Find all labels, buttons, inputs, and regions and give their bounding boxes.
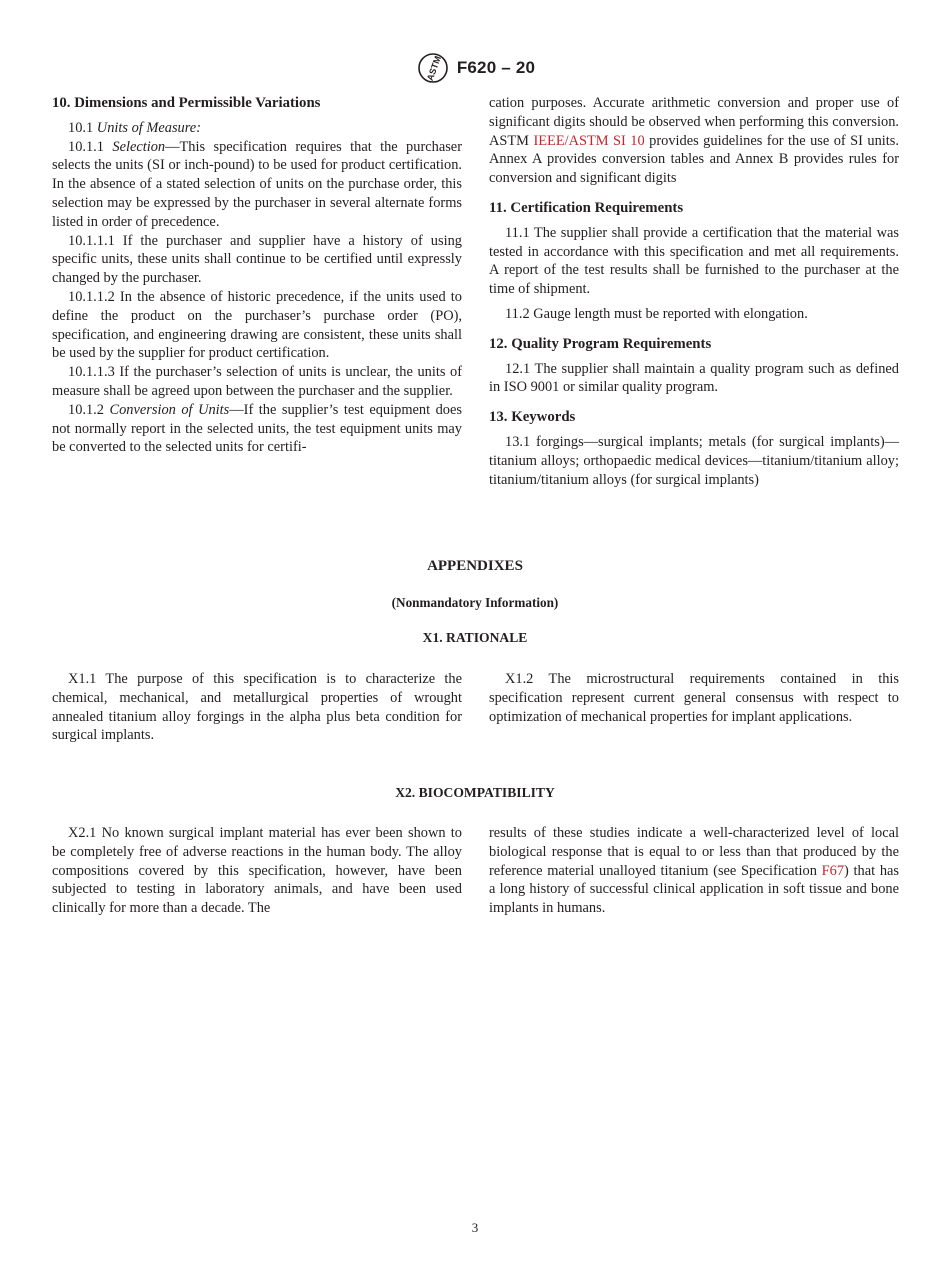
paragraph-11-2: 11.2 Gauge length must be reported with elongation. xyxy=(505,305,808,322)
section-13-heading: 13. Keywords xyxy=(489,409,576,426)
left-column-top xyxy=(52,94,462,457)
paragraph-10-1: 10.1 Units of Measure: xyxy=(68,119,201,136)
x1-left-column xyxy=(52,670,462,745)
paragraph-10-1-1: 10.1.1 Selection—This specification requires that the purchaser selects the units (SI or inch-pound) to be used for product certification. In the absence of a stated selection of units on the purchase order, this selection may be expressed by the purchaser in several alternate forms listed in order of precedence. xyxy=(52,138,462,230)
right-column-top xyxy=(489,94,899,489)
paragraph-12-1: 12.1 The supplier shall maintain a quality program such as defined in ISO 9001 or similar quality program. xyxy=(489,360,899,396)
paragraph-11-1: 11.1 The supplier shall provide a certification that the material was tested in accordance with this specification and met all requirements. A report of the test results shall be furnished to the purchaser at the time of shipment. xyxy=(489,224,899,298)
paragraph-x2-1: X2.1 No known surgical implant material has ever been shown to be completely free of adverse reactions in the human body. The alloy compositions covered by this specification, however, have been subjected to testing in laboratory animals, and have been used clinically for more than a decade. The xyxy=(52,825,462,917)
paragraph-10-1-1-2: 10.1.1.2 In the absence of historic precedence, if the units used to define the product on the purchaser’s purchase order (PO), specification, and engineering drawing are consistent, these units shall be used by the supplier for product certification. xyxy=(52,288,462,362)
x1-heading: X1. RATIONALE xyxy=(422,630,528,645)
document-designation: F620 – 20 xyxy=(456,58,536,77)
si10-reference-link[interactable]: IEEE/ASTM SI 10 xyxy=(533,132,645,149)
x2-heading: X2. BIOCOMPATIBILITY xyxy=(395,785,555,800)
section-11-heading: 11. Certification Requirements xyxy=(489,199,684,216)
paragraph-10-1-1-3: 10.1.1.3 If the purchaser’s selection of units is unclear, the units of measure shall be agreed upon between the purchaser and the supplier. xyxy=(52,364,462,399)
appendixes-subtitle: (Nonmandatory Information) xyxy=(391,595,559,610)
paragraph-10-1-2-continued: cation purposes. Accurate arithmetic conversion and proper use of significant digits should be observed when performing this conversion. ASTM IEEE/ASTM SI 10 provides guidelines for the use of SI units. Annex A provides conversion tables and Annex B provides rules for conversion and significant digits xyxy=(489,95,899,187)
f67-reference-link[interactable]: F67 xyxy=(821,862,845,879)
page-header xyxy=(0,52,950,84)
section-10-heading: 10. Dimensions and Permissible Variations xyxy=(52,95,321,111)
paragraph-x1-2: X1.2 The microstructural requirements contained in this specification represent current general consensus with respect to optimization of mechanical properties for implant applications. xyxy=(489,671,899,725)
astm-logo-text: ASTM xyxy=(424,54,443,83)
paragraph-10-1-2: 10.1.2 Conversion of Units—If the supplier’s test equipment does not normally report in the selected units, the test equipment units may be converted to the selected units for certifi- xyxy=(52,401,462,456)
page-number: 3 xyxy=(471,1220,479,1235)
paragraph-10-1-1-1: 10.1.1.1 If the purchaser and supplier have a history of using specific units, these units shall continue to be certified until expressly changed by the purchaser. xyxy=(52,232,462,287)
x1-right-column xyxy=(489,670,899,726)
x2-right-column xyxy=(489,824,899,918)
paragraph-x1-1: X1.1 The purpose of this specification is to characterize the chemical, mechanical, and metallurgical properties of wrought annealed titanium alloy forgings in the alpha plus beta condition for surgical implants. xyxy=(52,671,462,744)
appendixes-title: APPENDIXES xyxy=(427,558,523,574)
paragraph-x2-1-continued: results of these studies indicate a well-characterized level of local biological response that is equal to or less than that produced by the reference material unalloyed titanium (see Specification F67) that has a long history of successful clinical application in soft tissue and bone implants in humans. xyxy=(489,825,899,917)
paragraph-13-1: 13.1 forgings—surgical implants; metals (for surgical implants)—titanium alloys; orthopaedic medical devices—titanium/titanium alloy; titanium/titanium alloys (for surgical implants) xyxy=(489,433,899,488)
astm-logo-icon xyxy=(415,52,451,84)
x2-left-column xyxy=(52,824,462,918)
section-12-heading: 12. Quality Program Requirements xyxy=(489,335,712,352)
